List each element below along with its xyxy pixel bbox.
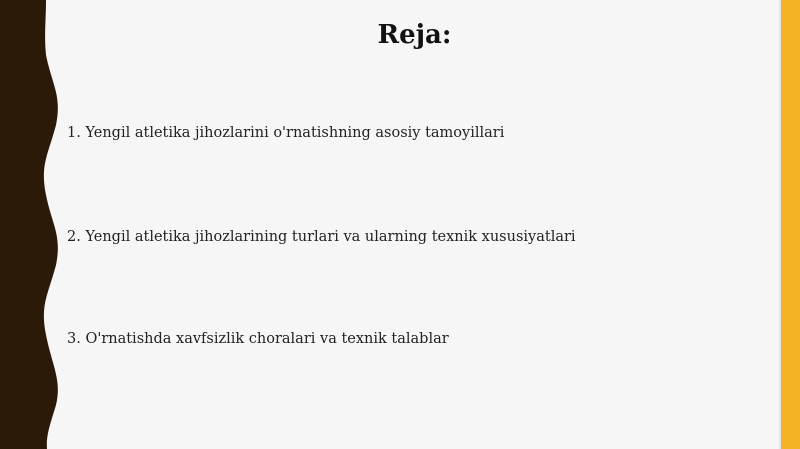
right-accent-bar	[781, 0, 800, 449]
agenda-item-3: 3. O'rnatishda xavfsizlik choralari va texnik talablar	[67, 331, 449, 347]
agenda-item-2: 2. Yengil atletika jihozlarining turlari va ularning texnik xususiyatlari	[67, 229, 576, 245]
slide-title: Reja:	[377, 20, 452, 50]
left-wave-decoration	[0, 0, 70, 449]
agenda-item-1: 1. Yengil atletika jihozlarini o'rnatishning asosiy tamoyillari	[67, 125, 505, 141]
